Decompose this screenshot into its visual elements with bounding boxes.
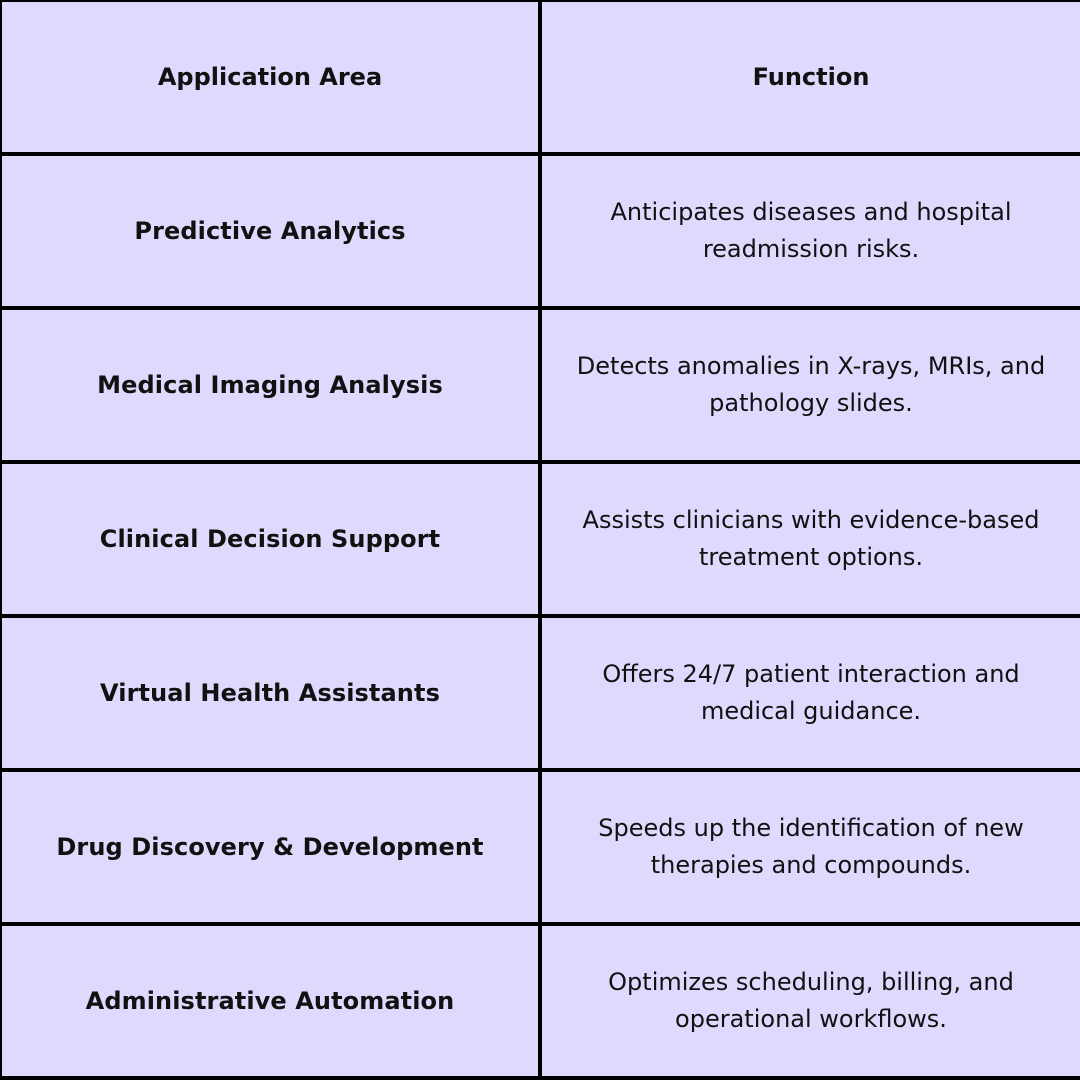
area-label: Predictive Analytics <box>134 217 406 245</box>
header-application-area <box>2 2 538 152</box>
header-label: Application Area <box>157 63 383 91</box>
function-line: Anticipates diseases and hospital <box>610 198 1012 226</box>
row-function-cell <box>542 772 1080 922</box>
function-line: Optimizes scheduling, billing, and <box>608 968 1014 996</box>
row-area-cell <box>2 156 538 306</box>
function-text <box>598 810 1023 884</box>
header-label: Function <box>752 63 870 91</box>
function-line: Detects anomalies in X-rays, MRIs, and <box>576 352 1046 380</box>
row-area-cell <box>2 310 538 460</box>
function-line: treatment options. <box>698 543 924 571</box>
row-area-cell <box>2 618 538 768</box>
area-label: Clinical Decision Support <box>99 525 441 553</box>
function-line: readmission risks. <box>702 235 920 263</box>
function-text <box>577 348 1045 422</box>
area-label: Virtual Health Assistants <box>100 679 440 707</box>
row-area-cell <box>2 772 538 922</box>
function-text <box>602 656 1019 730</box>
function-line: pathology slides. <box>709 389 913 417</box>
area-label: Drug Discovery & Development <box>56 833 484 861</box>
row-function-cell <box>542 310 1080 460</box>
header-function <box>542 2 1080 152</box>
function-line: Speeds up the identification of new <box>598 814 1024 842</box>
row-function-cell <box>542 618 1080 768</box>
row-area-cell <box>2 926 538 1076</box>
row-function-cell <box>542 156 1080 306</box>
row-area-cell <box>2 464 538 614</box>
row-function-cell <box>542 464 1080 614</box>
function-line: Offers 24/7 patient interaction and <box>602 660 1020 688</box>
area-label: Administrative Automation <box>85 987 455 1015</box>
function-text <box>608 964 1014 1038</box>
function-text <box>611 194 1012 268</box>
function-line: Assists clinicians with evidence-based <box>582 506 1040 534</box>
area-label: Medical Imaging Analysis <box>97 371 443 399</box>
function-text <box>583 502 1040 576</box>
row-function-cell <box>542 926 1080 1076</box>
function-line: medical guidance. <box>700 697 922 725</box>
function-line: operational workflows. <box>675 1005 947 1033</box>
function-line: therapies and compounds. <box>650 851 972 879</box>
